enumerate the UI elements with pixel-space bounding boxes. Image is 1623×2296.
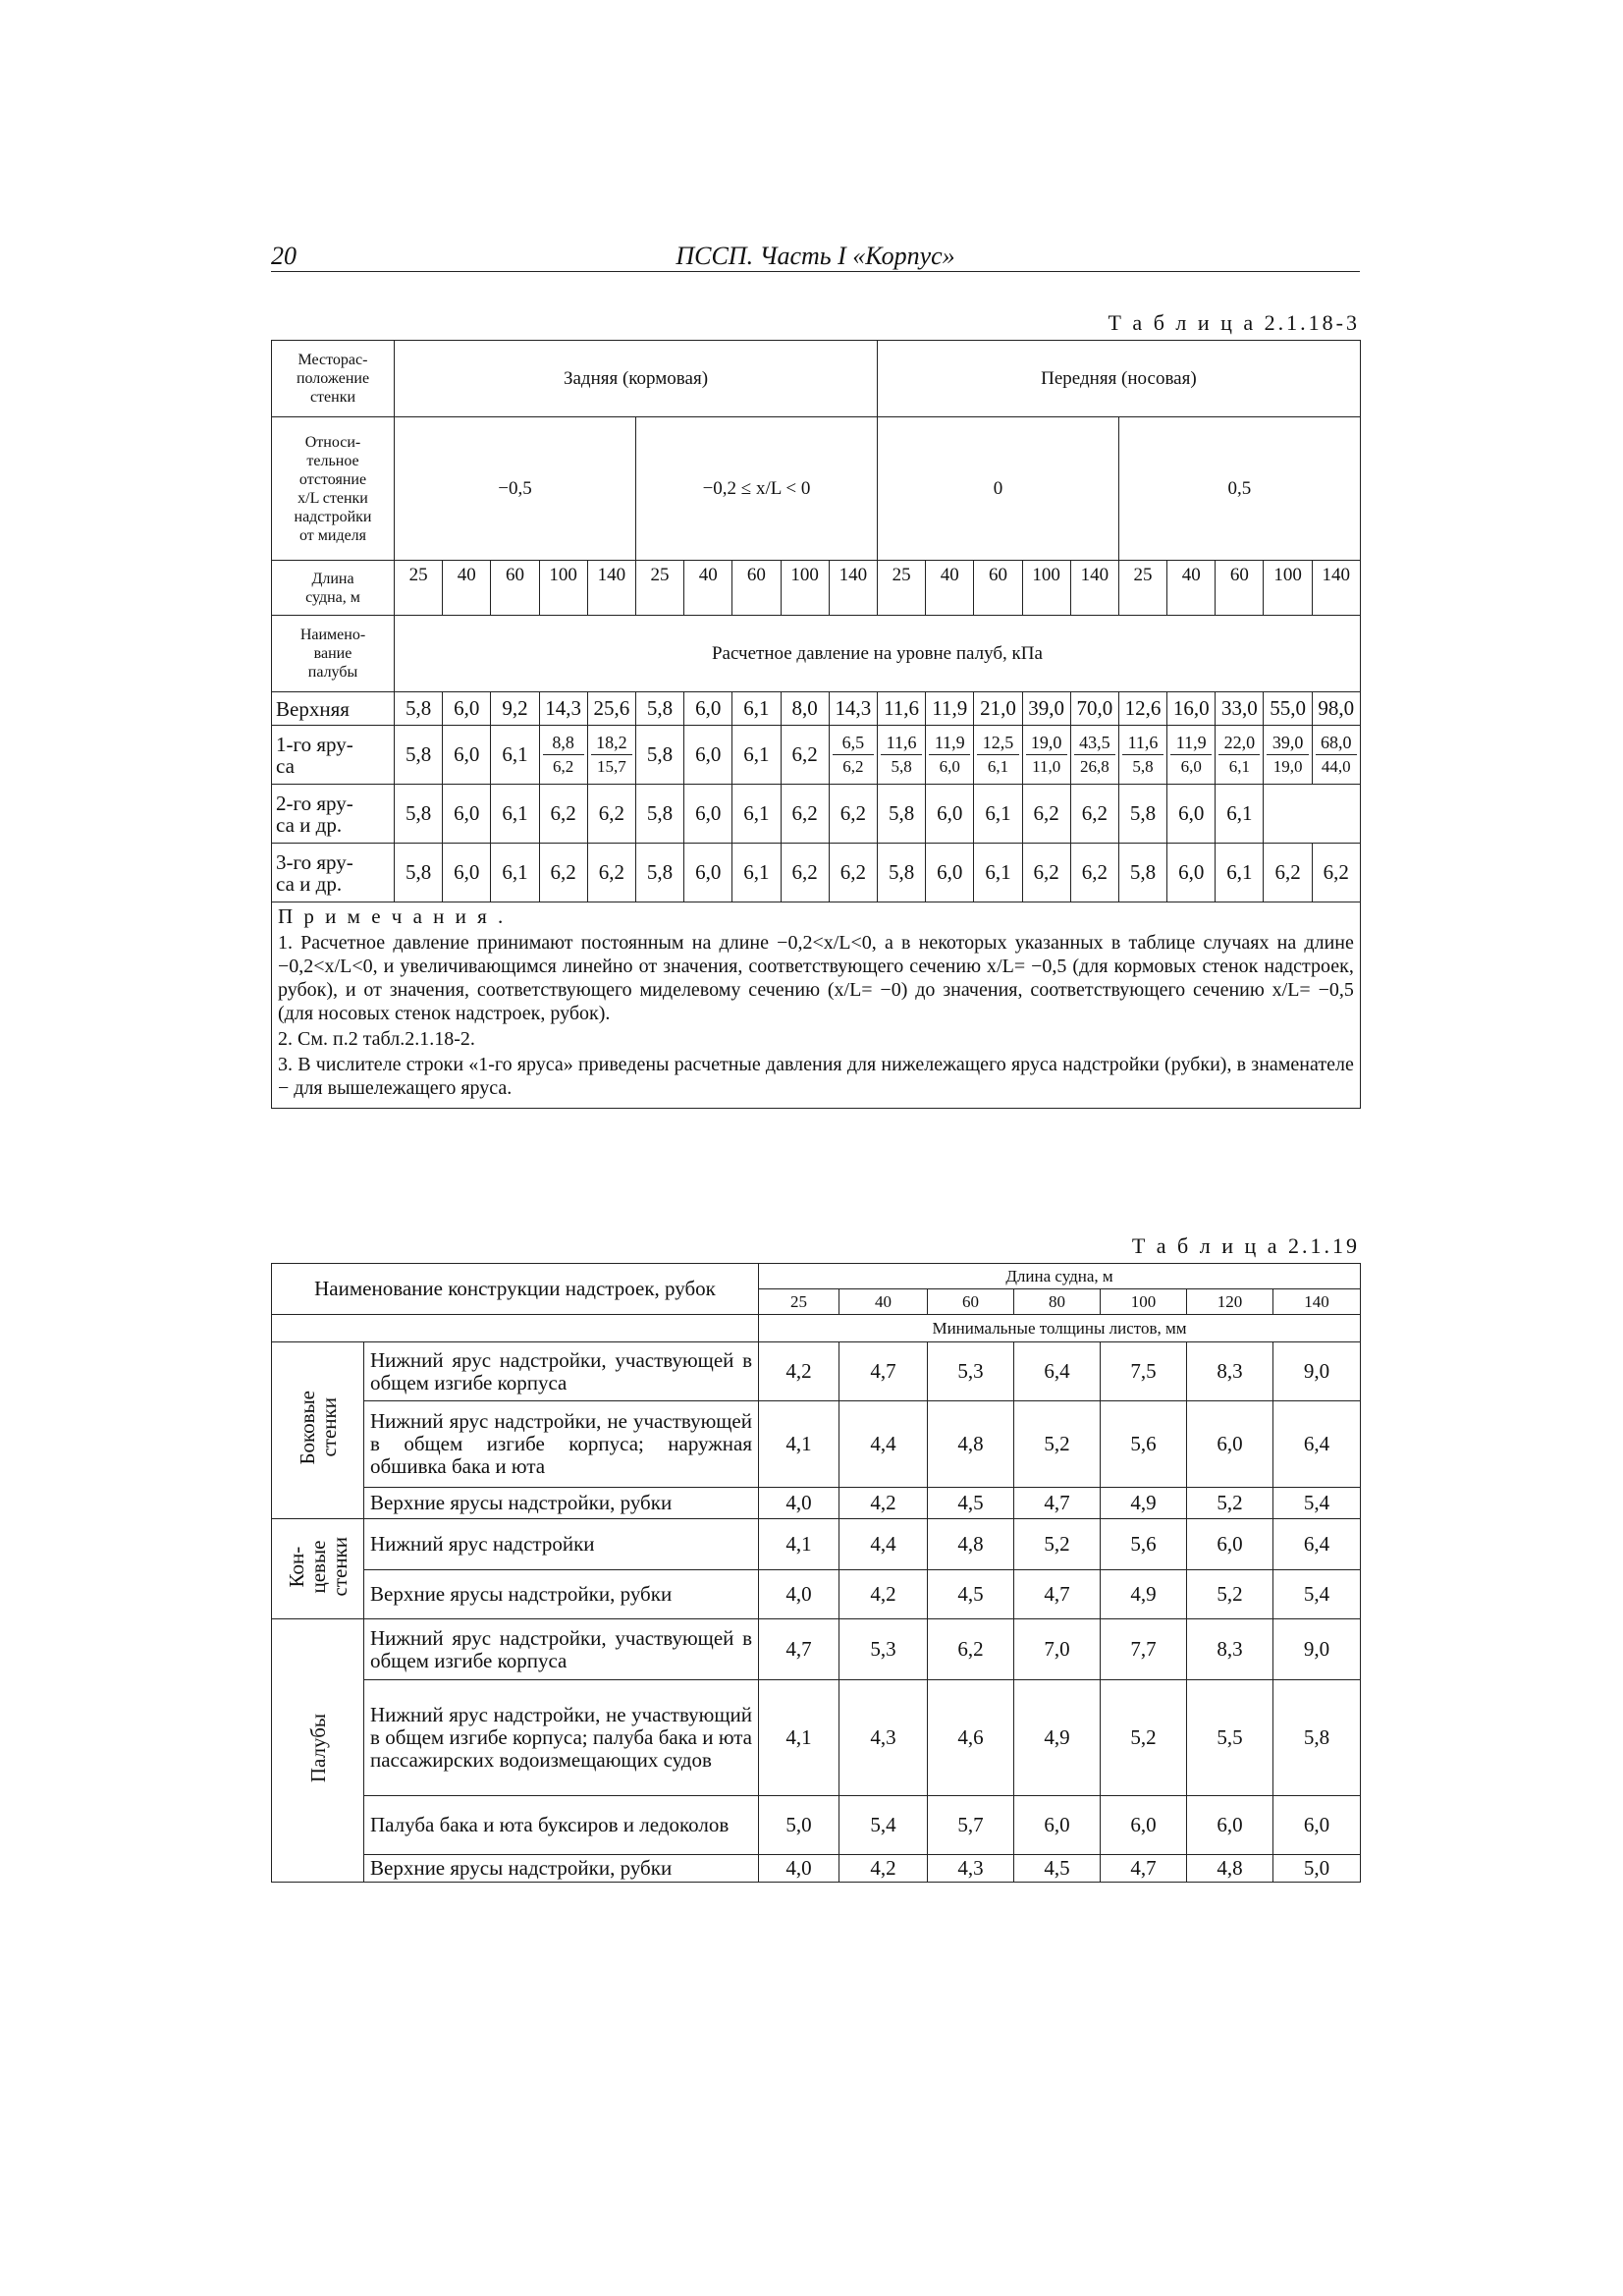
fraction-numerator: 39,0 [1267, 731, 1308, 755]
pressure-fraction [1118, 726, 1166, 785]
length-value: 60 [732, 561, 781, 616]
name-header: Наименование конструкции надстроек, рубок [272, 1264, 759, 1315]
pressure-value: 6,1 [732, 692, 781, 726]
thickness-value: 7,7 [1101, 1619, 1187, 1680]
fraction-numerator: 22,0 [1218, 731, 1260, 755]
thickness-header: Минимальные толщины листов, мм [759, 1315, 1361, 1342]
thickness-value: 4,2 [839, 1855, 928, 1883]
page-header [271, 242, 1360, 272]
pressure-value: 14,3 [539, 692, 587, 726]
length-value: 40 [926, 561, 974, 616]
pressure-value: 6,2 [781, 785, 829, 844]
pressure-fraction [587, 726, 635, 785]
fraction-numerator: 12,5 [977, 731, 1018, 755]
pressure-value: 33,0 [1216, 692, 1264, 726]
length-value: 40 [443, 561, 491, 616]
pressure-value: 5,8 [395, 844, 443, 902]
thickness-value: 4,0 [759, 1855, 839, 1883]
pressure-value: 6,0 [684, 726, 732, 785]
pressure-value: 6,0 [684, 844, 732, 902]
pressure-value: 6,1 [732, 785, 781, 844]
pressure-value: 6,1 [732, 844, 781, 902]
thickness-value: 4,7 [1014, 1570, 1101, 1619]
thickness-value: 4,9 [1014, 1680, 1101, 1796]
fraction-numerator: 6,5 [833, 731, 874, 755]
pressure-value: 6,1 [974, 844, 1022, 902]
table-2-1-18-3 [271, 340, 1361, 1109]
fraction-denominator: 6,1 [1228, 757, 1251, 776]
col-label-location: Месторас- положение стенки [272, 341, 395, 417]
note-item: 2. См. п.2 табл.2.1.18-2. [278, 1028, 475, 1050]
group-label: Боковые стенки [295, 1391, 341, 1465]
pressure-value: 8,0 [781, 692, 829, 726]
row-name-upper: Верхняя [272, 692, 395, 726]
pressure-value: 25,6 [587, 692, 635, 726]
fraction-denominator: 6,2 [842, 757, 864, 776]
thickness-value: 5,4 [1273, 1488, 1361, 1519]
table-2-1-19 [271, 1263, 1361, 1883]
table2-caption: Т а б л и ц а 2.1.19 [1131, 1233, 1360, 1258]
fraction-denominator: 11,0 [1032, 757, 1061, 776]
length-value: 25 [395, 561, 443, 616]
length-value: 100 [1264, 561, 1312, 616]
pressure-fraction [926, 726, 974, 785]
group-label-cell [272, 1619, 364, 1883]
pressure-fraction [1264, 726, 1312, 785]
group-label: Кон- цевые стенки [284, 1536, 352, 1597]
length-value: 140 [1273, 1289, 1361, 1315]
pressure-value: 6,0 [684, 692, 732, 726]
pressure-fraction [1312, 726, 1360, 785]
pressure-value: 6,1 [732, 726, 781, 785]
length-value: 80 [1014, 1289, 1101, 1315]
pressure-value: 6,1 [491, 785, 539, 844]
fraction-numerator: 8,8 [543, 731, 584, 755]
pressure-label: Расчетное давление на уровне палуб, кПа [395, 616, 1361, 692]
fraction-numerator: 11,6 [881, 731, 922, 755]
thickness-value: 5,2 [1101, 1680, 1187, 1796]
length-value: 60 [1216, 561, 1264, 616]
row-name-tier2: 2-го яру- са и др. [272, 785, 395, 844]
pressure-value: 6,2 [539, 785, 587, 844]
fraction-numerator: 11,9 [1170, 731, 1212, 755]
thickness-value: 6,0 [1014, 1796, 1101, 1855]
fraction-numerator: 18,2 [591, 731, 632, 755]
length-value: 140 [829, 561, 877, 616]
thickness-value: 4,2 [839, 1570, 928, 1619]
pressure-value: 5,8 [395, 692, 443, 726]
thickness-value: 6,0 [1273, 1796, 1361, 1855]
thickness-value: 4,7 [1014, 1488, 1101, 1519]
length-value: 40 [684, 561, 732, 616]
length-value: 100 [781, 561, 829, 616]
thickness-value: 4,9 [1101, 1570, 1187, 1619]
length-value: 40 [1167, 561, 1216, 616]
thickness-value: 5,2 [1187, 1570, 1273, 1619]
thickness-value: 5,2 [1014, 1519, 1101, 1570]
col-label-deck: Наимено- вание палубы [272, 616, 395, 692]
pressure-value: 5,8 [395, 726, 443, 785]
thickness-value: 6,4 [1014, 1342, 1101, 1401]
thickness-value: 5,8 [1273, 1680, 1361, 1796]
thickness-value: 5,3 [928, 1342, 1014, 1401]
thickness-value: 4,9 [1101, 1488, 1187, 1519]
thickness-value: 4,4 [839, 1519, 928, 1570]
distance-value: −0,5 [395, 417, 636, 561]
pressure-value: 6,1 [1216, 785, 1264, 844]
pressure-value: 6,0 [443, 844, 491, 902]
thickness-value: 4,5 [1014, 1855, 1101, 1883]
fraction-numerator: 19,0 [1026, 731, 1067, 755]
thickness-value: 4,8 [928, 1401, 1014, 1488]
pressure-value: 6,2 [1070, 785, 1118, 844]
thickness-value: 4,0 [759, 1570, 839, 1619]
thickness-value: 4,7 [1101, 1855, 1187, 1883]
col-label-distance: Относи- тельное отстояние x/L стенки надстройки от миделя [272, 417, 395, 561]
header-front: Передняя (носовая) [877, 341, 1360, 417]
group-label-cell [272, 1519, 364, 1619]
thickness-value: 5,2 [1187, 1488, 1273, 1519]
pressure-value: 6,1 [974, 785, 1022, 844]
pressure-value: 6,2 [1022, 844, 1070, 902]
length-value: 60 [928, 1289, 1014, 1315]
pressure-value: 5,8 [877, 785, 925, 844]
pressure-value: 6,0 [443, 785, 491, 844]
pressure-value: 55,0 [1264, 692, 1312, 726]
pressure-fraction [1022, 726, 1070, 785]
thickness-value: 4,5 [928, 1570, 1014, 1619]
pressure-value: 5,8 [635, 785, 683, 844]
thickness-value: 8,3 [1187, 1342, 1273, 1401]
pressure-value: 6,0 [443, 692, 491, 726]
thickness-value: 5,4 [1273, 1570, 1361, 1619]
thickness-value: 4,4 [839, 1401, 928, 1488]
construction-desc: Палуба бака и юта буксиров и ледоколов [364, 1796, 759, 1855]
pressure-value: 6,2 [539, 844, 587, 902]
pressure-fraction [829, 726, 877, 785]
col-label-length: Длина судна, м [272, 561, 395, 616]
thickness-value: 8,3 [1187, 1619, 1273, 1680]
fraction-denominator: 19,0 [1272, 757, 1303, 776]
thickness-value: 4,2 [759, 1342, 839, 1401]
length-value: 120 [1187, 1289, 1273, 1315]
pressure-value: 5,8 [635, 726, 683, 785]
thickness-value: 7,0 [1014, 1619, 1101, 1680]
length-value: 25 [877, 561, 925, 616]
thickness-value: 4,1 [759, 1680, 839, 1796]
construction-desc: Нижний ярус надстройки, участвующей в общем изгибе корпуса [364, 1619, 759, 1680]
thickness-value: 5,2 [1014, 1401, 1101, 1488]
pressure-fraction [974, 726, 1022, 785]
thickness-value: 5,5 [1187, 1680, 1273, 1796]
fraction-denominator: 6,1 [987, 757, 1009, 776]
thickness-value: 6,0 [1187, 1519, 1273, 1570]
distance-value: −0,2 ≤ x/L < 0 [635, 417, 877, 561]
pressure-value: 6,2 [1264, 844, 1312, 902]
thickness-value: 4,3 [928, 1855, 1014, 1883]
thickness-value: 4,7 [759, 1619, 839, 1680]
pressure-value: 6,2 [587, 844, 635, 902]
row-name-tier3: 3-го яру- са и др. [272, 844, 395, 902]
group-label: Палубы [305, 1713, 330, 1783]
pressure-value: 5,8 [395, 785, 443, 844]
thickness-value: 4,3 [839, 1680, 928, 1796]
construction-desc: Верхние ярусы надстройки, рубки [364, 1488, 759, 1519]
row-name-tier1: 1-го яру- са [272, 726, 395, 785]
thickness-value: 5,0 [1273, 1855, 1361, 1883]
construction-desc: Нижний ярус надстройки, не участвующий в общем изгибе корпуса; палуба бака и юта пассажирских водоизмещающих судов [364, 1680, 759, 1796]
length-value: 140 [587, 561, 635, 616]
length-value: 60 [491, 561, 539, 616]
pressure-fraction [539, 726, 587, 785]
construction-desc: Верхние ярусы надстройки, рубки [364, 1855, 759, 1883]
pressure-fraction [877, 726, 925, 785]
fraction-numerator: 11,6 [1122, 731, 1163, 755]
pressure-value: 6,1 [491, 844, 539, 902]
pressure-fraction [1167, 726, 1216, 785]
pressure-value: 6,0 [926, 785, 974, 844]
construction-desc: Нижний ярус надстройки, не участвующей в общем изгибе корпуса; наружная обшивка бака и юта [364, 1401, 759, 1488]
fraction-denominator: 44,0 [1321, 757, 1351, 776]
fraction-numerator: 11,9 [929, 731, 970, 755]
pressure-value: 6,0 [926, 844, 974, 902]
pressure-value: 6,0 [443, 726, 491, 785]
length-value: 100 [1101, 1289, 1187, 1315]
pressure-value: 6,0 [684, 785, 732, 844]
construction-desc: Нижний ярус надстройки, участвующей в общем изгибе корпуса [364, 1342, 759, 1401]
pressure-value: 6,0 [1167, 844, 1216, 902]
length-value: 140 [1070, 561, 1118, 616]
fraction-denominator: 15,7 [596, 757, 626, 776]
length-value: 60 [974, 561, 1022, 616]
page-number: 20 [271, 242, 297, 270]
thickness-value: 9,0 [1273, 1342, 1361, 1401]
thickness-value: 6,4 [1273, 1401, 1361, 1488]
thickness-value: 4,5 [928, 1488, 1014, 1519]
pressure-value: 14,3 [829, 692, 877, 726]
length-value: 140 [1312, 561, 1360, 616]
length-value: 25 [1118, 561, 1166, 616]
thickness-value: 4,6 [928, 1680, 1014, 1796]
thickness-value: 6,0 [1187, 1401, 1273, 1488]
note-item: 1. Расчетное давление принимают постоянным на длине −0,2<x/L<0, а в некоторых указанных в таблице случаях на длине −0,2<x/L<0, и увеличивающимся линейно от значения, соответствующего сечению x/L= −0,5 (для кормовых стенок надстроек, рубок), и от значения, соответствующего миделевому сечению (x/L= −0) до значения, соответствующего сечению x/L= −0,5 (для носовых стенок надстроек, рубок). [278, 932, 1354, 1024]
construction-desc: Нижний ярус надстройки [364, 1519, 759, 1570]
fraction-numerator: 43,5 [1074, 731, 1115, 755]
notes-title: П р и м е ч а н и я . [278, 904, 507, 928]
thickness-value: 5,7 [928, 1796, 1014, 1855]
thickness-value: 6,4 [1273, 1519, 1361, 1570]
pressure-value: 9,2 [491, 692, 539, 726]
pressure-value: 6,2 [829, 844, 877, 902]
length-value: 25 [759, 1289, 839, 1315]
fraction-denominator: 6,0 [1180, 757, 1202, 776]
distance-value: 0 [877, 417, 1118, 561]
pressure-value: 5,8 [1118, 844, 1166, 902]
length-value: 40 [839, 1289, 928, 1315]
thickness-value: 6,2 [928, 1619, 1014, 1680]
pressure-value: 5,8 [1118, 785, 1166, 844]
thickness-value: 4,7 [839, 1342, 928, 1401]
pressure-value: 70,0 [1070, 692, 1118, 726]
pressure-value: 6,2 [781, 726, 829, 785]
construction-desc: Верхние ярусы надстройки, рубки [364, 1570, 759, 1619]
pressure-value: 21,0 [974, 692, 1022, 726]
pressure-value: 11,6 [877, 692, 925, 726]
length-header: Длина судна, м [759, 1264, 1361, 1289]
fraction-denominator: 5,8 [1132, 757, 1154, 776]
pressure-value: 11,9 [926, 692, 974, 726]
distance-value: 0,5 [1118, 417, 1360, 561]
length-value: 100 [539, 561, 587, 616]
pressure-value: 5,8 [877, 844, 925, 902]
pressure-value: 6,1 [1216, 844, 1264, 902]
pressure-value: 6,2 [587, 785, 635, 844]
table1-caption: Т а б л и ц а 2.1.18-3 [1108, 310, 1360, 335]
pressure-value: 16,0 [1167, 692, 1216, 726]
length-value: 25 [635, 561, 683, 616]
pressure-value: 5,8 [635, 692, 683, 726]
pressure-value: 98,0 [1312, 692, 1360, 726]
fraction-numerator: 68,0 [1316, 731, 1357, 755]
thickness-value: 5,0 [759, 1796, 839, 1855]
group-label-cell [272, 1342, 364, 1519]
pressure-fraction [1216, 726, 1264, 785]
fraction-denominator: 26,8 [1079, 757, 1109, 776]
thickness-value: 5,3 [839, 1619, 928, 1680]
thickness-value: 4,8 [928, 1519, 1014, 1570]
pressure-value: 6,1 [491, 726, 539, 785]
thickness-value: 4,8 [1187, 1855, 1273, 1883]
pressure-value: 39,0 [1022, 692, 1070, 726]
pressure-value: 6,2 [1022, 785, 1070, 844]
thickness-value: 6,0 [1101, 1796, 1187, 1855]
notes-cell [272, 902, 1361, 1109]
pressure-value: 6,0 [1167, 785, 1216, 844]
header-rear: Задняя (кормовая) [395, 341, 878, 417]
thickness-value: 5,6 [1101, 1401, 1187, 1488]
thickness-value: 4,1 [759, 1401, 839, 1488]
thickness-value: 5,4 [839, 1796, 928, 1855]
note-item: 3. В числителе строки «1-го яруса» приведены расчетные давления для нижележащего яруса надстройки (рубки), в знаменателе − для вышележащего яруса. [278, 1054, 1354, 1099]
thickness-value: 9,0 [1273, 1619, 1361, 1680]
fraction-denominator: 6,2 [553, 757, 574, 776]
pressure-fraction [1070, 726, 1118, 785]
pressure-value: 5,8 [635, 844, 683, 902]
thickness-value: 6,0 [1187, 1796, 1273, 1855]
thickness-value: 5,6 [1101, 1519, 1187, 1570]
running-title: ПССП. Часть I «Корпус» [676, 242, 955, 270]
thickness-value: 4,1 [759, 1519, 839, 1570]
pressure-value: 12,6 [1118, 692, 1166, 726]
thickness-value: 4,0 [759, 1488, 839, 1519]
length-value: 100 [1022, 561, 1070, 616]
pressure-value: 6,2 [1070, 844, 1118, 902]
fraction-denominator: 6,0 [939, 757, 960, 776]
pressure-value: 6,2 [781, 844, 829, 902]
pressure-value: 6,2 [1312, 844, 1360, 902]
thickness-value: 7,5 [1101, 1342, 1187, 1401]
fraction-denominator: 5,8 [891, 757, 912, 776]
thickness-value: 4,2 [839, 1488, 928, 1519]
empty-cell [272, 1315, 759, 1342]
pressure-value: 6,2 [829, 785, 877, 844]
empty-cell [1264, 785, 1360, 844]
